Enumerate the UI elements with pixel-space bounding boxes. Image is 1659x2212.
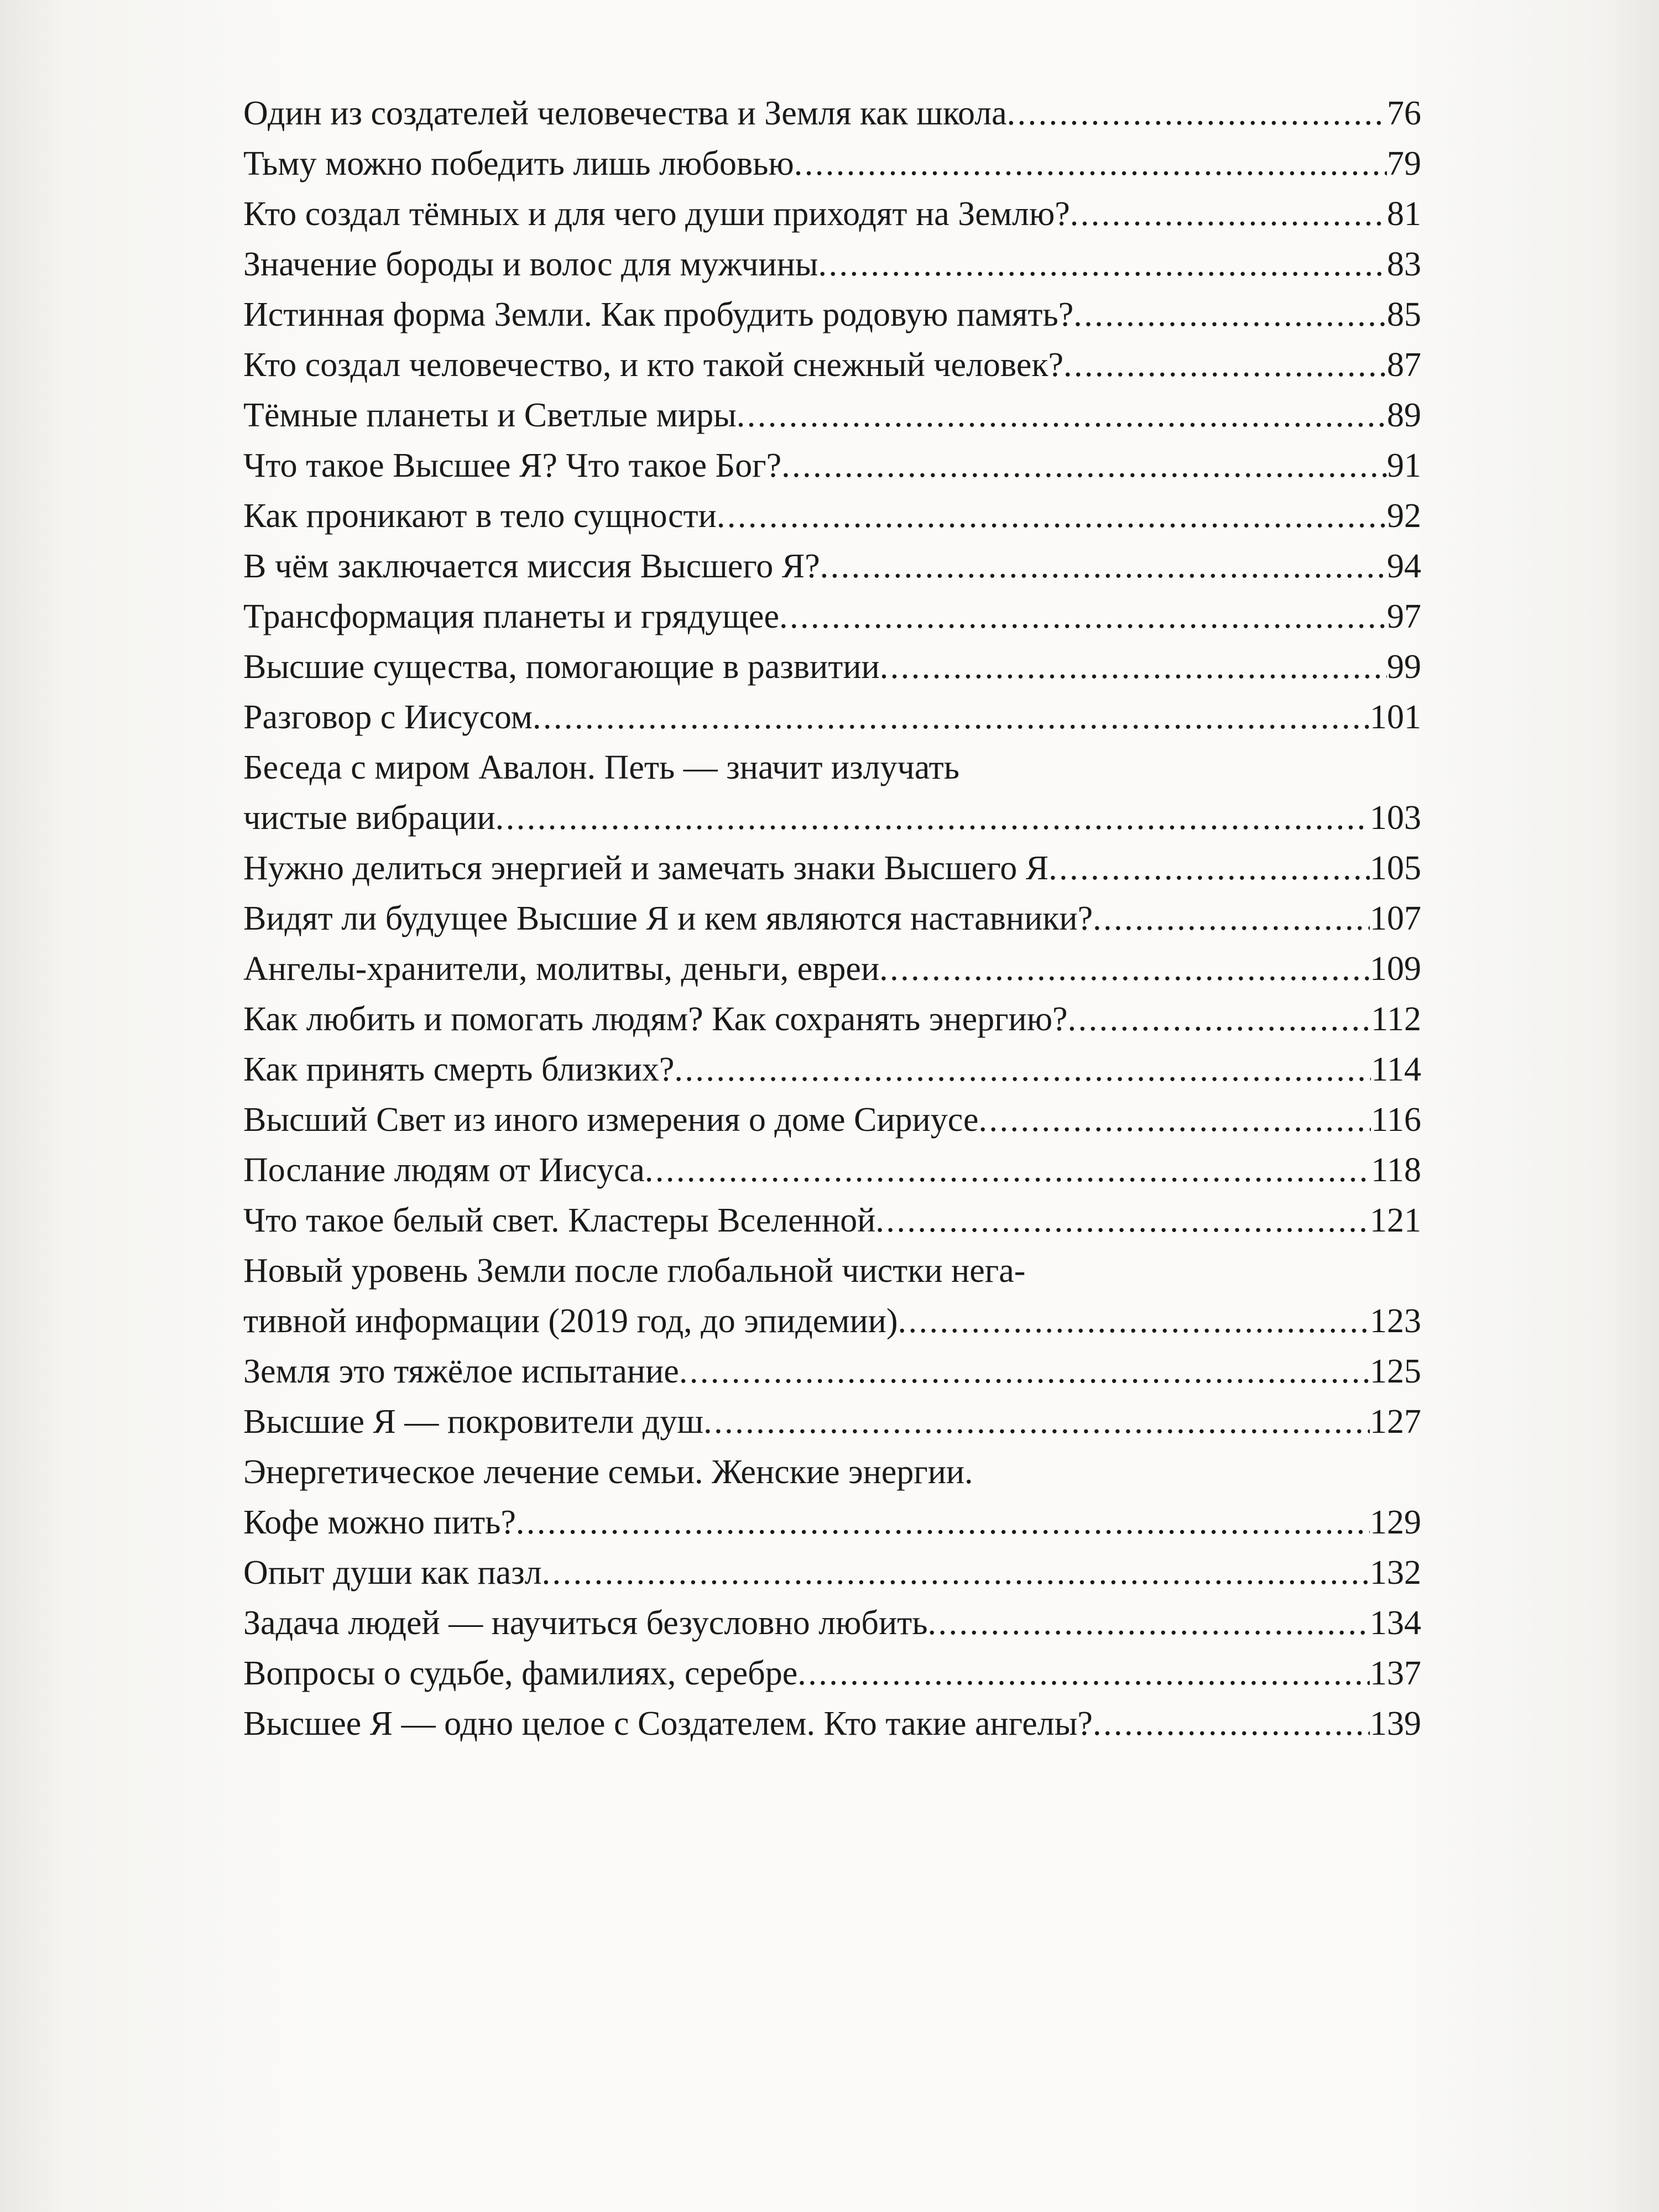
toc-entry-title: Что такое белый свет. Кластеры Вселенной	[243, 1202, 876, 1239]
toc-entry-row	[243, 541, 1421, 592]
dot-leader	[779, 592, 1387, 642]
toc-entry-row	[243, 1347, 1421, 1397]
toc-entry-page-number: 83	[1387, 246, 1421, 283]
toc-entry-title: Как любить и помогать людям? Как сохранять энергию?	[243, 1000, 1068, 1038]
toc-entry	[243, 1246, 1421, 1347]
dot-leader	[737, 390, 1387, 441]
toc-entry	[243, 994, 1421, 1045]
toc-entry-title: чистые вибрации	[243, 799, 495, 837]
toc-entry-row	[243, 894, 1421, 944]
toc-entry-row	[243, 692, 1421, 743]
toc-entry-title: Высшие Я — покровители душ	[243, 1403, 704, 1441]
toc-entry-page-number: 97	[1387, 598, 1421, 635]
toc-entry-page-number: 137	[1370, 1655, 1421, 1692]
toc-entry-page-number: 114	[1371, 1051, 1421, 1088]
toc-entry	[243, 1095, 1421, 1145]
toc-entry-title: Послание людям от Иисуса	[243, 1151, 645, 1189]
toc-entry-title: Высший Свет из иного измерения о доме Сириусе	[243, 1101, 979, 1139]
toc-entry-page-number: 116	[1371, 1101, 1421, 1139]
toc-entry-title: Значение бороды и волос для мужчины	[243, 246, 818, 283]
toc-entry-row	[243, 1498, 1421, 1548]
toc-entry-title: Тьму можно победить лишь любовью	[243, 145, 794, 182]
toc-entry-title: Кто создал тёмных и для чего души приходят на Землю?	[243, 195, 1070, 233]
dot-leader	[1070, 189, 1387, 239]
toc-entry-page-number: 132	[1370, 1554, 1421, 1592]
toc-entry-title: Задача людей — научиться безусловно любить	[243, 1604, 928, 1642]
toc-entry-title: Высшее Я — одно целое с Создателем. Кто такие ангелы?	[243, 1705, 1093, 1743]
dot-leader	[797, 1648, 1370, 1699]
toc-entry	[243, 491, 1421, 541]
toc-entry	[243, 1447, 1421, 1548]
toc-entry-title: Тёмные планеты и Светлые миры	[243, 397, 737, 434]
toc-entry	[243, 592, 1421, 642]
dot-leader	[717, 491, 1387, 541]
toc-entry-title-line1: Беседа с миром Авалон. Петь — значит излучать	[243, 749, 960, 786]
toc-entry-page-number: 123	[1370, 1302, 1421, 1340]
toc-entry-page-number: 89	[1387, 397, 1421, 434]
toc-entry	[243, 340, 1421, 390]
toc-entry-title: Вопросы о судьбе, фамилиях, серебре	[243, 1655, 798, 1692]
dot-leader	[928, 1598, 1370, 1648]
toc-entry-title: Нужно делиться энергией и замечать знаки Высшего Я	[243, 849, 1049, 887]
toc-entry	[243, 1397, 1421, 1447]
dot-leader	[645, 1145, 1371, 1196]
toc-entry-title-line1: Энергетическое лечение семьи. Женские энергии.	[243, 1453, 973, 1491]
toc-entry-title: Как принять смерть близких?	[243, 1051, 675, 1088]
toc-entry-row	[243, 340, 1421, 390]
toc-entry-title: Опыт души как пазл	[243, 1554, 542, 1592]
toc-entry-row	[243, 1145, 1421, 1196]
toc-entry-row	[243, 290, 1421, 340]
toc-entry	[243, 390, 1421, 441]
toc-entry-page-number: 99	[1387, 648, 1421, 686]
dot-leader	[1007, 88, 1387, 139]
toc-entry-row	[243, 843, 1421, 894]
toc-entry-title: Ангелы-хранители, молитвы, деньги, евреи	[243, 950, 880, 988]
toc-entry	[243, 290, 1421, 340]
toc-entry-page-number: 103	[1370, 799, 1421, 837]
toc-entry-row	[243, 1598, 1421, 1648]
dot-leader	[818, 239, 1387, 290]
dot-leader	[1068, 994, 1371, 1045]
toc-entry-row	[243, 189, 1421, 239]
toc-entry	[243, 642, 1421, 692]
toc-entry	[243, 139, 1421, 189]
toc-entry	[243, 944, 1421, 994]
toc-entry	[243, 88, 1421, 139]
toc-entry-page-number: 91	[1387, 447, 1421, 484]
toc-entry-row	[243, 441, 1421, 491]
toc-entry-row	[243, 1296, 1421, 1347]
dot-leader	[674, 1045, 1371, 1095]
toc-entry-title: Кофе можно пить?	[243, 1504, 516, 1541]
dot-leader	[1093, 894, 1370, 944]
toc-entry	[243, 1145, 1421, 1196]
toc-entry-page-number: 92	[1387, 497, 1421, 535]
toc-entry-row	[243, 1648, 1421, 1699]
dot-leader	[679, 1347, 1370, 1397]
dot-leader	[1063, 340, 1387, 390]
toc-entry-page-number: 79	[1387, 145, 1421, 182]
dot-leader	[533, 692, 1370, 743]
dot-leader	[1093, 1699, 1370, 1749]
dot-leader	[979, 1095, 1371, 1145]
toc-entry-page-number: 139	[1370, 1705, 1421, 1743]
toc-entry-page-number: 129	[1370, 1504, 1421, 1541]
toc-entry-title: Истинная форма Земли. Как пробудить родовую память?	[243, 296, 1074, 333]
dot-leader	[516, 1498, 1370, 1548]
toc-entry-page-number: 121	[1370, 1202, 1421, 1239]
dot-leader	[820, 541, 1387, 592]
toc-entry-row	[243, 642, 1421, 692]
dot-leader	[1073, 290, 1387, 340]
toc-entry	[243, 743, 1421, 843]
dot-leader	[875, 1196, 1370, 1246]
toc-entry-row	[243, 1045, 1421, 1095]
toc-entry-title: Трансформация планеты и грядущее	[243, 598, 779, 635]
toc-entry-page-number: 107	[1370, 900, 1421, 937]
toc-entry-title: Как проникают в тело сущности	[243, 497, 717, 535]
toc-entry	[243, 1699, 1421, 1749]
toc-entry-page-number: 125	[1370, 1353, 1421, 1390]
dot-leader	[794, 139, 1387, 189]
toc-entry-page-number: 134	[1370, 1604, 1421, 1642]
toc-entry-row	[243, 390, 1421, 441]
toc-entry-page-number: 101	[1370, 698, 1421, 736]
toc-entry	[243, 843, 1421, 894]
toc-entry-page-number: 112	[1371, 1000, 1421, 1038]
dot-leader	[1048, 843, 1370, 894]
toc-entry-page-number: 87	[1387, 346, 1421, 384]
toc-entry	[243, 541, 1421, 592]
table-of-contents	[243, 88, 1421, 1749]
toc-entry-title: Видят ли будущее Высшие Я и кем являются наставники?	[243, 900, 1093, 937]
toc-entry-page-number: 94	[1387, 547, 1421, 585]
toc-entry-row	[243, 239, 1421, 290]
dot-leader	[781, 441, 1387, 491]
toc-entry-page-number: 118	[1371, 1151, 1421, 1189]
toc-entry-row	[243, 1196, 1421, 1246]
toc-entry	[243, 692, 1421, 743]
toc-entry-row	[243, 1699, 1421, 1749]
toc-entry-page-number: 109	[1370, 950, 1421, 988]
toc-entry-title: Разговор с Иисусом	[243, 698, 533, 736]
toc-entry-title: Что такое Высшее Я? Что такое Бог?	[243, 447, 782, 484]
toc-entry-row	[243, 1548, 1421, 1598]
toc-entry-row	[243, 88, 1421, 139]
toc-entry	[243, 1045, 1421, 1095]
toc-entry	[243, 441, 1421, 491]
toc-entry-title: тивной информации (2019 год, до эпидемии)	[243, 1302, 898, 1340]
dot-leader	[703, 1397, 1370, 1447]
dot-leader	[879, 944, 1370, 994]
toc-entry-row	[243, 139, 1421, 189]
dot-leader	[898, 1296, 1370, 1347]
toc-entry-page-number: 127	[1370, 1403, 1421, 1441]
toc-entry-title: Земля это тяжёлое испытание	[243, 1353, 679, 1390]
dot-leader	[495, 793, 1370, 843]
toc-entry-row	[243, 1095, 1421, 1145]
toc-entry	[243, 1548, 1421, 1598]
toc-entry-row	[243, 491, 1421, 541]
toc-entry-row	[243, 793, 1421, 843]
toc-entry-title: Кто создал человечество, и кто такой снежный человек?	[243, 346, 1064, 384]
toc-entry-title: В чём заключается миссия Высшего Я?	[243, 547, 820, 585]
toc-entry-row	[243, 944, 1421, 994]
toc-entry-page-number: 105	[1370, 849, 1421, 887]
toc-entry-row	[243, 994, 1421, 1045]
toc-entry-page-number: 76	[1387, 95, 1421, 132]
toc-entry-page-number: 81	[1387, 195, 1421, 233]
toc-entry-title: Высшие существа, помогающие в развитии	[243, 648, 880, 686]
toc-entry	[243, 1598, 1421, 1648]
toc-entry	[243, 189, 1421, 239]
toc-entry	[243, 1196, 1421, 1246]
toc-entry	[243, 1347, 1421, 1397]
toc-entry-title: Один из создателей человечества и Земля как школа	[243, 95, 1007, 132]
toc-entry-title-line1: Новый уровень Земли после глобальной чистки нега-	[243, 1252, 1026, 1290]
toc-entry	[243, 239, 1421, 290]
toc-entry-row	[243, 1397, 1421, 1447]
toc-entry	[243, 1648, 1421, 1699]
dot-leader	[542, 1548, 1370, 1598]
dot-leader	[880, 642, 1387, 692]
toc-entry-page-number: 85	[1387, 296, 1421, 333]
toc-entry-row	[243, 592, 1421, 642]
toc-entry	[243, 894, 1421, 944]
